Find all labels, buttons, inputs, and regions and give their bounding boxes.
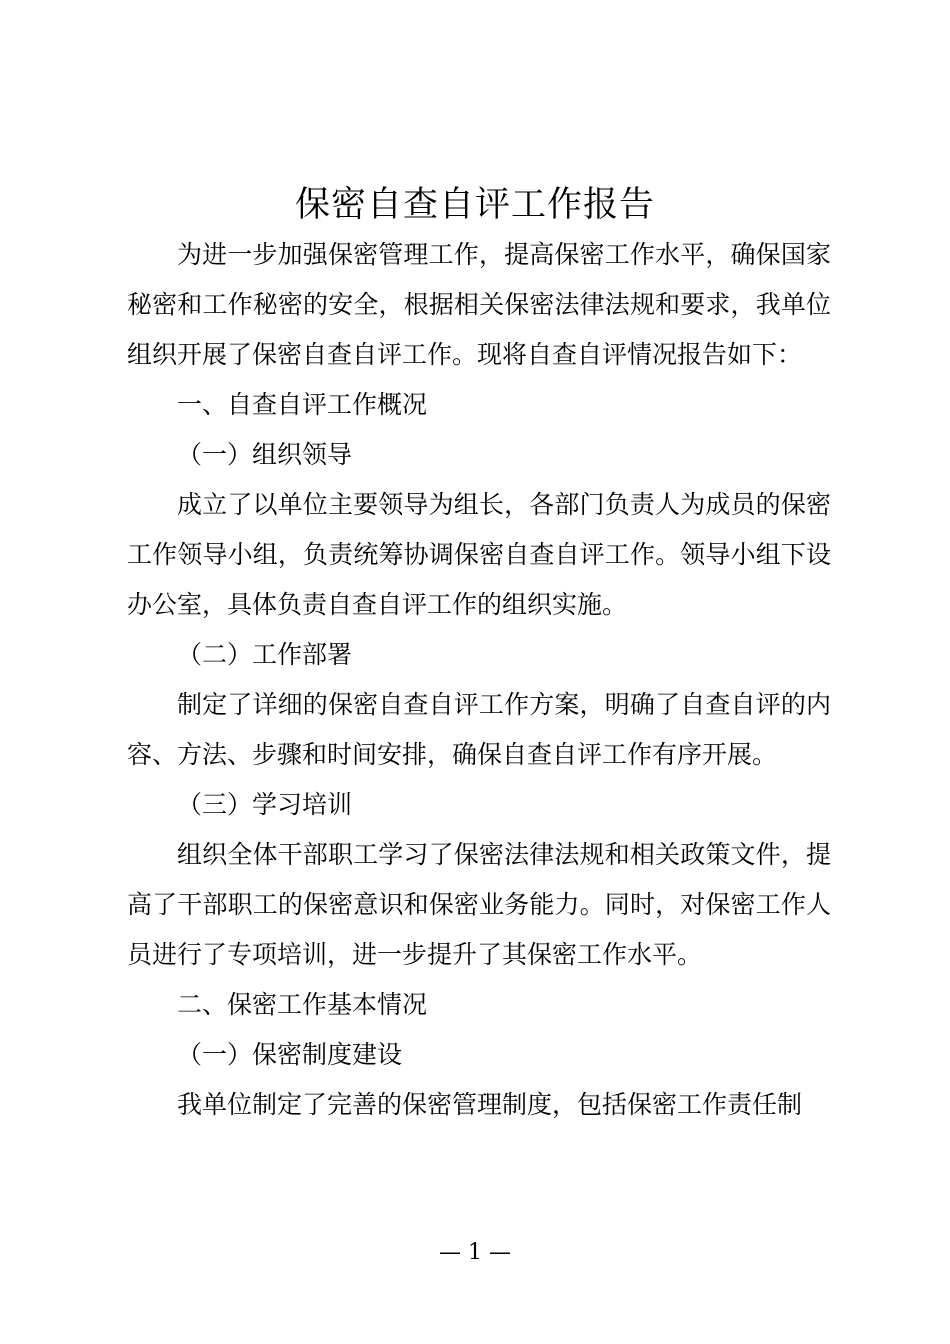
subsection-heading-system-building: （一）保密制度建设 [177, 1040, 403, 1069]
subsection-heading-leadership: （一）组织领导 [177, 440, 353, 469]
document-title: 保密自查自评工作报告 [294, 185, 655, 225]
paragraph-system-building: 我单位制定了完善的保密管理制度，包括保密工作责任制 [177, 1090, 803, 1119]
paragraph-training: 组织全体干部职工学习了保密法律法规和相关政策文件，提高了干部职工的保密意识和保密业务能力。同时，对保密工作人员进行了专项培训，进一步提升了其保密工作水平。 [127, 840, 831, 969]
paragraph-deployment: 制定了详细的保密自查自评工作方案，明确了自查自评的内容、方法、步骤和时间安排，确保自查自评工作有序开展。 [127, 690, 831, 769]
section-heading-basic-situation: 二、保密工作基本情况 [177, 990, 428, 1019]
page-number: — 1 — [439, 1240, 511, 1265]
subsection-heading-training: （三）学习培训 [177, 790, 353, 819]
paragraph-leadership: 成立了以单位主要领导为组长，各部门负责人为成员的保密工作领导小组，负责统筹协调保密自查自评工作。领导小组下设办公室，具体负责自查自评工作的组织实施。 [127, 490, 831, 619]
subsection-heading-deployment: （二）工作部署 [177, 640, 353, 669]
document-body [127, 230, 831, 1130]
paragraph-intro: 为进一步加强保密管理工作，提高保密工作水平，确保国家秘密和工作秘密的安全，根据相关保密法律法规和要求，我单位组织开展了保密自查自评工作。现将自查自评情况报告如下： [127, 240, 831, 369]
section-heading-overview: 一、自查自评工作概况 [177, 390, 428, 419]
